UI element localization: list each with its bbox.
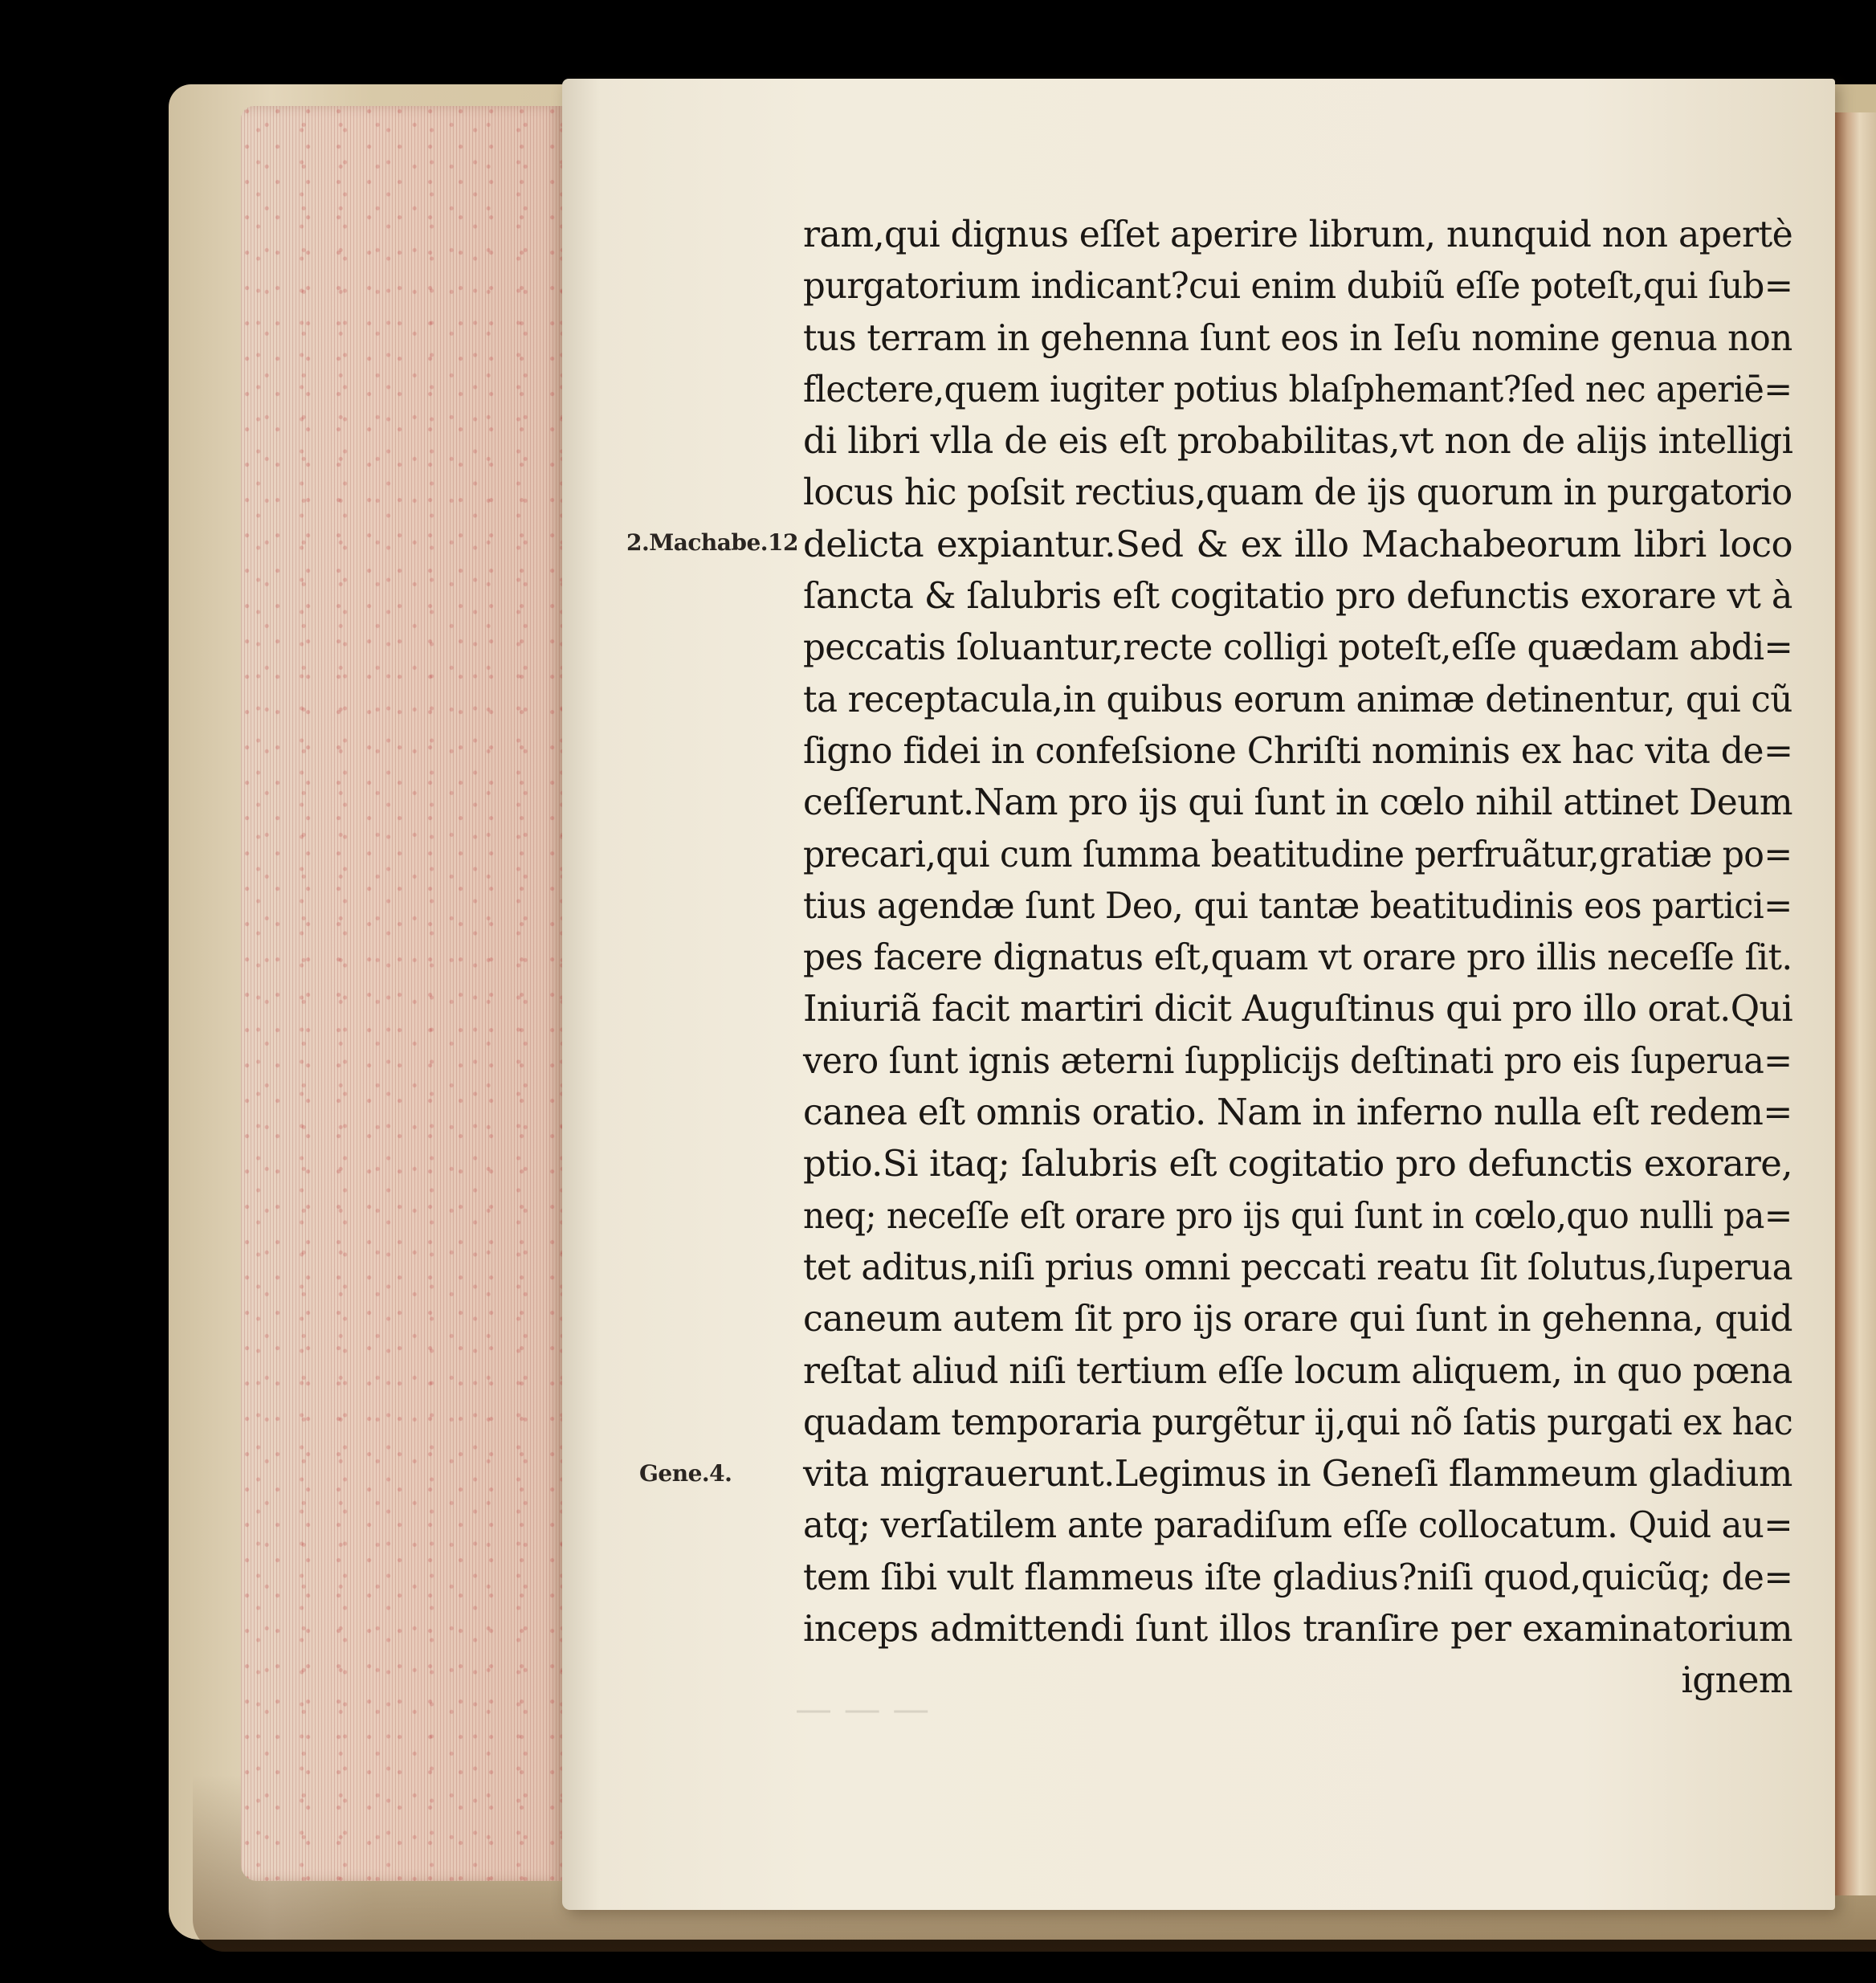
text-line: tius agendæ ſunt Deo, qui tantæ beatitudinis eos partici=	[803, 883, 1792, 927]
text-line: tet aditus,niſi prius omni peccati reatu ſit ſolutus,ſuperua	[803, 1245, 1793, 1288]
text-line: ta receptacula,in quibus eorum animæ detinentur, qui cũ	[803, 677, 1792, 720]
text-line: vero ſunt ignis æterni ſupplicijs deſtinati pro eis ſuperua=	[803, 1038, 1792, 1082]
show-through-text: — — —	[795, 1687, 930, 1730]
text-line: ſigno fidei in confeſsione Chriſti nominis ex hac vita de=	[803, 728, 1793, 772]
text-line: quadam temporaria purgẽtur ij,qui nõ ſatis purgati ex hac	[803, 1400, 1793, 1443]
text-line: inceps admittendi ſunt illos tranſire per examinatorium	[803, 1607, 1792, 1650]
text-line: precari,qui cum ſumma beatitudine perfruãtur,gratiæ po=	[803, 832, 1792, 875]
text-line: Iniuriã facit martiri dicit Auguſtinus qui pro illo orat.Qui	[803, 987, 1793, 1030]
text-line: purgatorium indicant?cui enim dubiũ eſſe poteſt,qui ſub=	[803, 264, 1793, 308]
text-line: vita migrauerunt.Legimus in Geneſi flammeum gladium	[803, 1452, 1792, 1495]
text-line: di libri vlla de eis eſt probabilitas,vt non de alijs intelligi	[803, 419, 1793, 463]
text-line: neq; neceſſe eſt orare pro ijs qui ſunt in cœlo,quo nulli pa=	[803, 1193, 1792, 1237]
text-line: ptio.Si itaq; ſalubris eſt cogitatio pro defunctis exorare,	[803, 1142, 1792, 1185]
text-line: reſtat aliud niſi tertium eſſe locum aliquem, in quo pœna	[803, 1349, 1792, 1392]
text-line: tus terram in gehenna ſunt eos in Ieſu nomine genua non	[803, 316, 1792, 359]
sprinkled-page-edges	[241, 106, 562, 1881]
text-line: flectere,quem iugiter potius blaſphemant?ſed nec aperiē=	[803, 367, 1792, 410]
text-line: ſancta & ſalubris eſt cogitatio pro defunctis exorare vt à	[803, 574, 1792, 618]
text-line: locus hic poſsit rectius,quam de ijs quorum in purgatorio	[803, 471, 1792, 514]
text-line: atq; verſatilem ante paradiſum eſſe collocatum. Quid au=	[803, 1504, 1793, 1547]
page-text-block	[803, 209, 1792, 1707]
opposite-page-edge	[1835, 112, 1876, 1895]
text-line: ram,qui dignus eſſet aperire librum, nunquid non apertè	[803, 213, 1793, 255]
text-line: peccatis ſoluantur,recte colligi poteſt,eſſe quædam abdi=	[803, 626, 1793, 669]
catchword: ignem	[1681, 1659, 1792, 1702]
text-line: pes facere dignatus eſt,quam vt orare pro illis neceſſe ſit.	[803, 936, 1792, 979]
text-line: ceſſerunt.Nam pro ijs qui ſunt in cœlo nihil attinet Deum	[803, 781, 1792, 824]
text-line: delicta expiantur.Sed & ex illo Machabeorum libri loco	[803, 522, 1792, 565]
marginal-note: Gene.4.	[639, 1460, 732, 1487]
text-line: tem ſibi vult flammeus iſte gladius?niſi quod,quicũq; de=	[803, 1555, 1793, 1598]
text-line: caneum autem ſit pro ijs orare qui ſunt in gehenna, quid	[803, 1297, 1792, 1340]
marginal-note: 2.Machabe.12	[626, 529, 799, 556]
text-line: canea eſt omnis oratio. Nam in inferno nulla eſt redem=	[803, 1091, 1792, 1134]
